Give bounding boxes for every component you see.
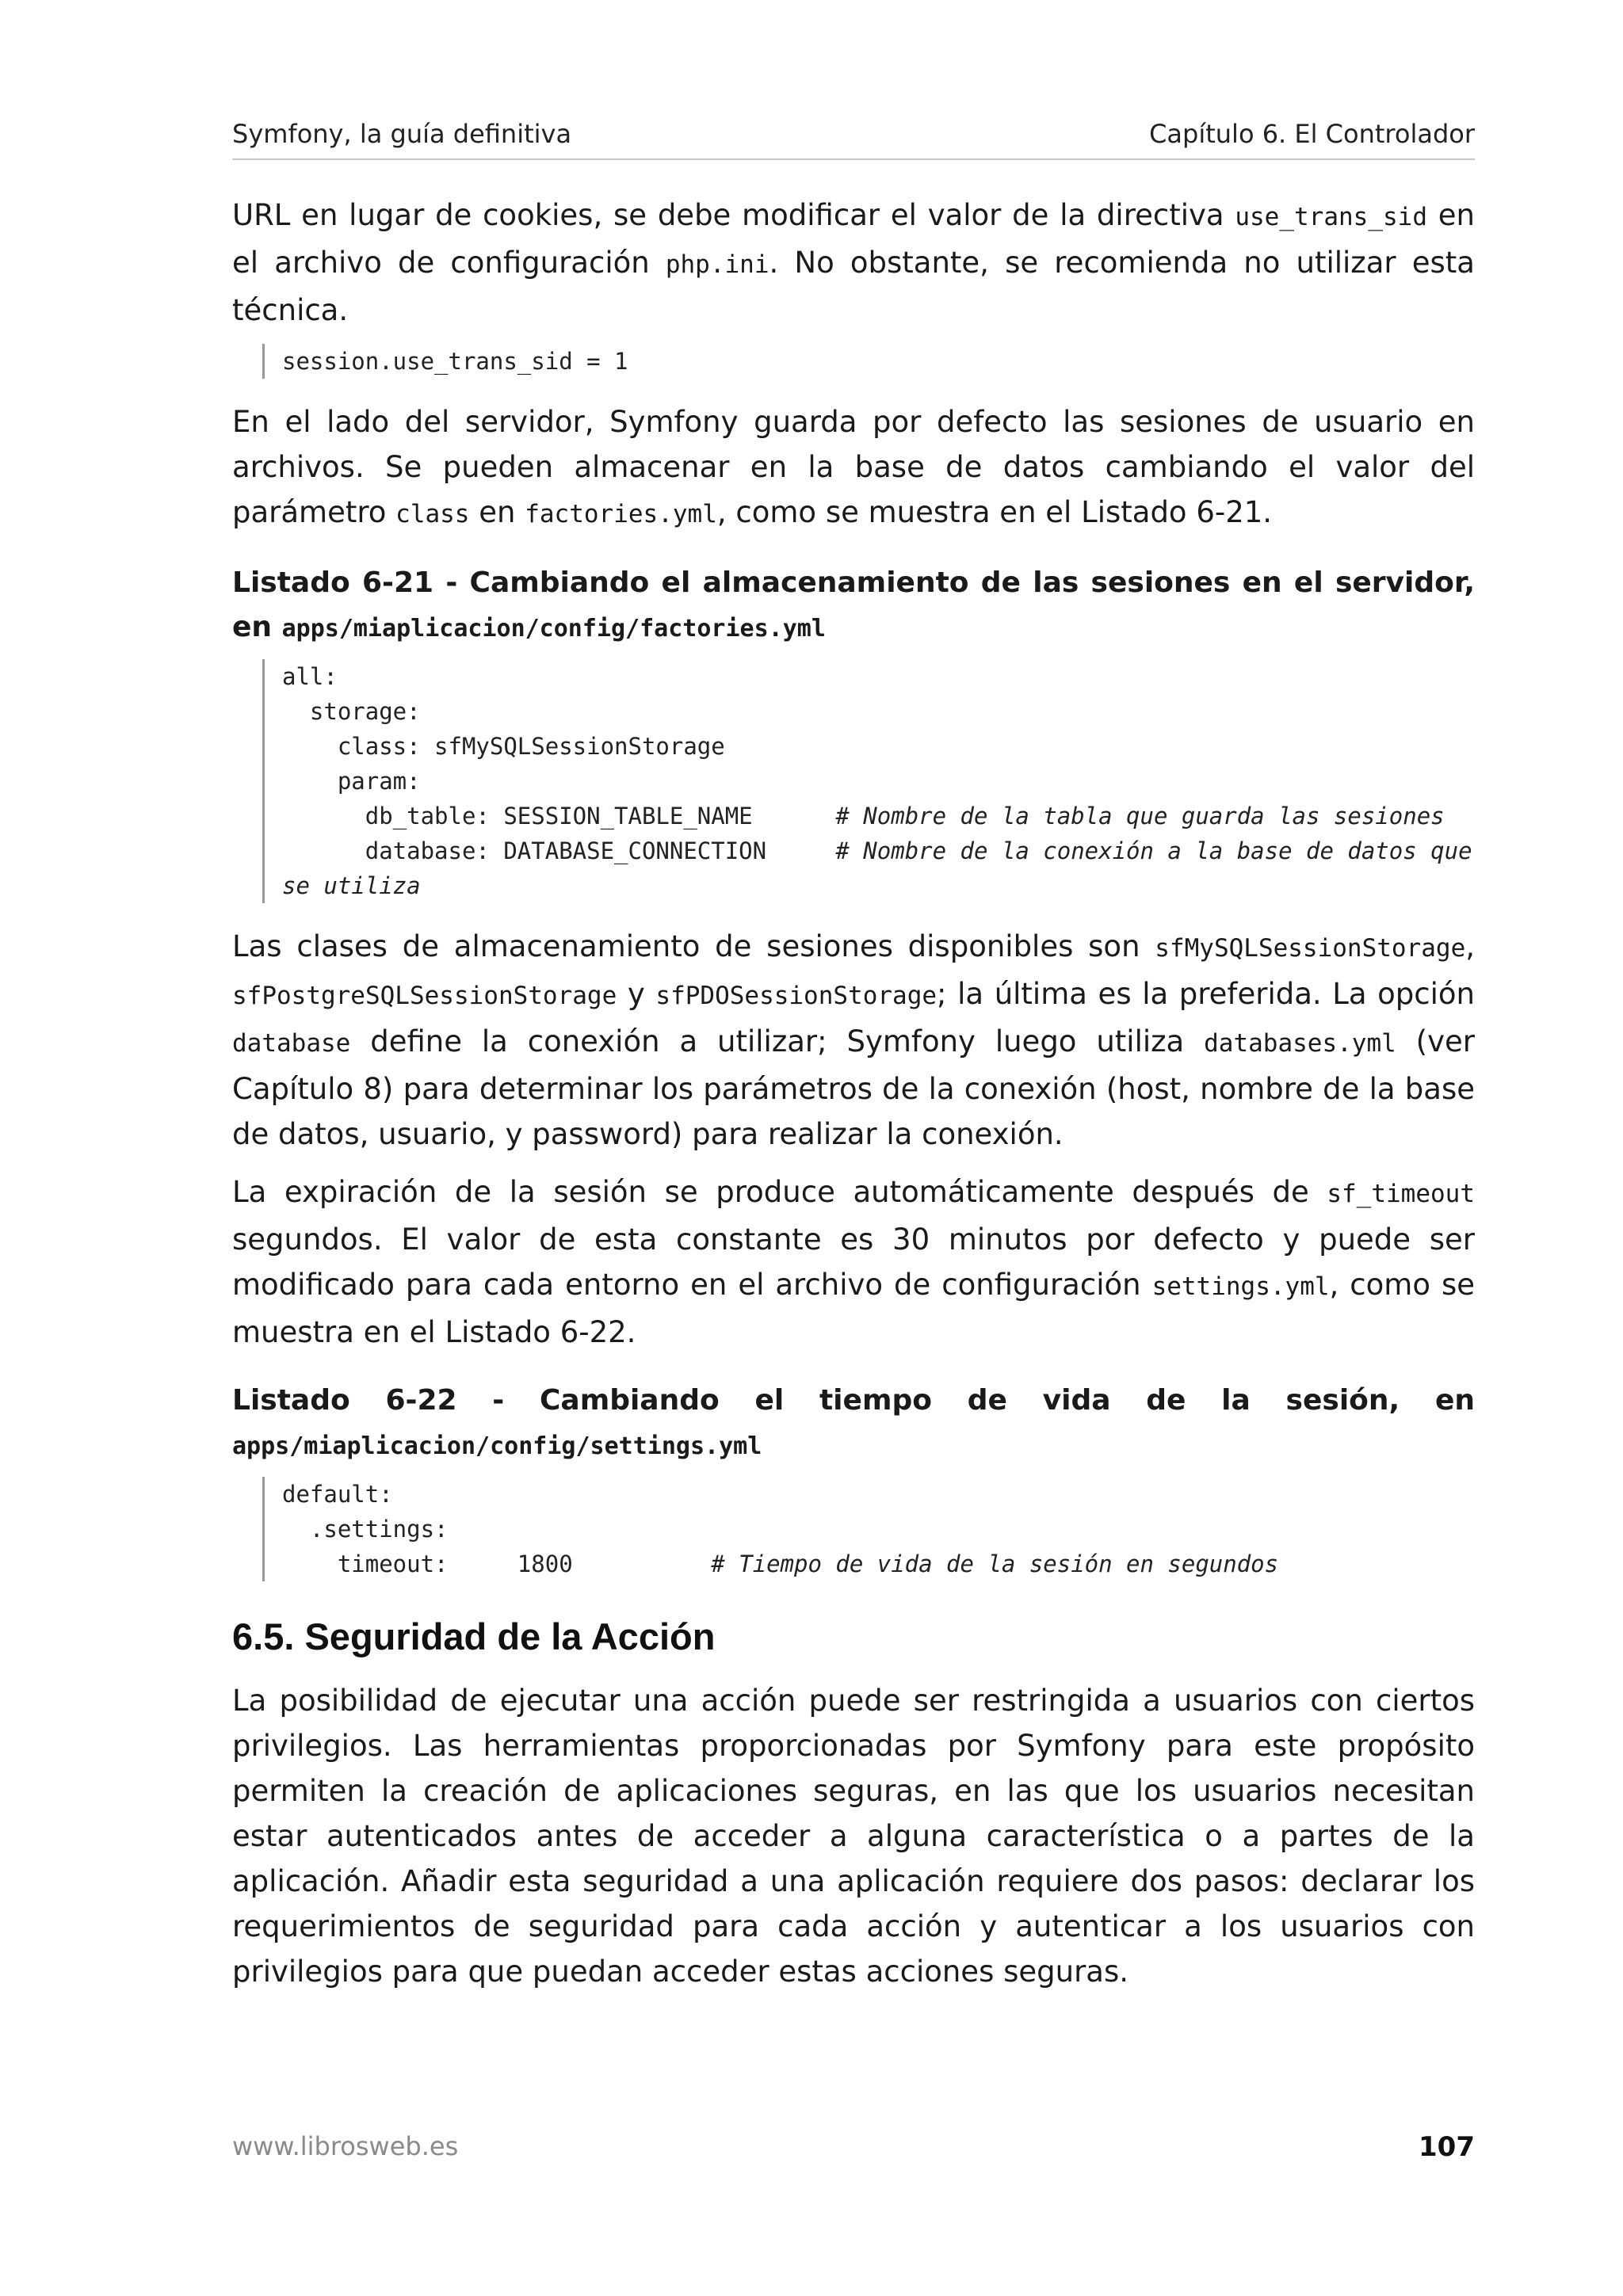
running-header bbox=[232, 119, 1475, 160]
inline-code: factories.yml bbox=[525, 500, 717, 528]
page-footer bbox=[232, 2131, 1475, 2171]
inline-code: use_trans_sid bbox=[1235, 203, 1427, 231]
paragraph-session-url: URL en lugar de cookies, se debe modificar el valor de la directiva use_trans_sid en el archivo de configuración php.ini. No obstante, se recomienda no utilizar esta técnica. bbox=[232, 198, 1475, 327]
paragraph-session-storage: En el lado del servidor, Symfony guarda por defecto las sesiones de usuario en archivos. Se pueden almacenar en la base de datos cambiando el valor del parámetro class en factories.yml, como se muestra en el Listado 6-21. bbox=[232, 405, 1475, 529]
code-block-settings: default: .settings: timeout: 1800 # Tiempo de vida de la sesión en segundos bbox=[262, 1477, 1475, 1581]
code-block-trans-sid: session.use_trans_sid = 1 bbox=[262, 344, 1475, 379]
code-block-factories: all: storage: class: sfMySQLSessionStorage param: db_table: SESSION_TABLE_NAME # Nombre de la tabla que guarda las sesiones database: DATABASE_CONNECTION # Nombre de la conexión a la base de datos que se utiliza bbox=[262, 659, 1475, 903]
section-heading: 6.5. Seguridad de la Acción bbox=[232, 1615, 716, 1657]
paragraph-security: La posibilidad de ejecutar una acción puede ser restringida a usuarios con ciertos privilegios. Las herramientas proporcionadas por Symfony para este propósito permiten la creación de aplicaciones seguras, en las que los usuarios necesitan estar autenticados antes de acceder a alguna característica o a partes de la aplicación. Añadir esta seguridad a una aplicación requiere dos pasos: declarar los requerimientos de seguridad para cada acción y autenticar a los usuarios con privilegios para que puedan acceder estas acciones seguras. bbox=[232, 1684, 1475, 1989]
website-link[interactable]: www.librosweb.es bbox=[232, 2131, 459, 2161]
paragraph-storage-classes: Las clases de almacenamiento de sesiones disponibles son sfMySQLSessionStorage, sfPostgreSQLSessionStorage y sfPDOSessionStorage; la última es la preferida. La opción database define la conexión a utilizar; Symfony luego utiliza databases.yml (ver Capítulo 8) para determinar los parámetros de la conexión (host, nombre de la base de datos, usuario, y password) para realizar la conexión. bbox=[232, 929, 1476, 1151]
inline-code: class bbox=[395, 500, 470, 528]
listing-caption-6-22: Listado 6-22 - Cambiando el tiempo de vida de la sesión, en apps/miaplicacion/config/settings.yml bbox=[232, 1384, 1475, 1460]
listing-caption-6-21: Listado 6-21 - Cambiando el almacenamiento de las sesiones en el servidor, en apps/miaplicacion/config/factories.yml bbox=[232, 566, 1475, 643]
chapter-title: Capítulo 6. El Controlador bbox=[1149, 119, 1475, 149]
page-number: 107 bbox=[1419, 2131, 1475, 2163]
inline-code: php.ini bbox=[665, 250, 769, 279]
paragraph-session-timeout: La expiración de la sesión se produce automáticamente después de sf_timeout segundos. El valor de esta constante es 30 minutos por defecto y puede ser modificado para cada entorno en el archivo de configuración settings.yml, como se muestra en el Listado 6-22. bbox=[232, 1175, 1475, 1349]
book-title: Symfony, la guía definitiva bbox=[232, 119, 572, 149]
page-body bbox=[232, 193, 1475, 1994]
